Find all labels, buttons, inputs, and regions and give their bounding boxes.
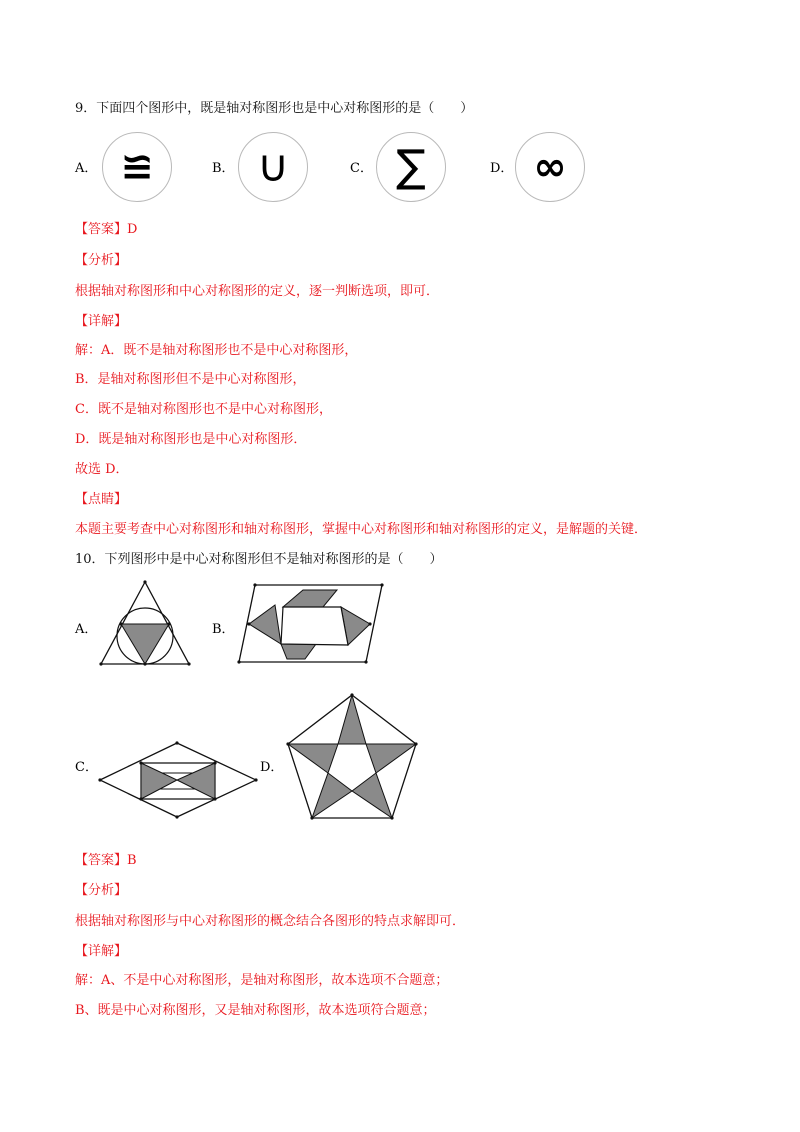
answer-tag: 【答案】 [75, 853, 128, 868]
pentagon-star-figure-icon [285, 692, 419, 822]
q10-stem: 10．下列图形中是中心对称图形但不是轴对称图形的是（ ） [75, 552, 443, 567]
parallelogram-figure-icon [235, 582, 387, 666]
q9-detail-line: 解：A．既不是轴对称图形也不是中心对称图形， [75, 343, 358, 358]
q10-option-d-label: D． [260, 760, 284, 775]
q9-detail-line: C．既不是轴对称图形也不是中心对称图形， [75, 402, 332, 417]
infinity-symbol-icon: ∞ [533, 144, 567, 190]
q10-option-a-label: A． [75, 622, 98, 637]
q9-detail-tag: 【详解】 [75, 314, 128, 329]
q9-comment: 本题主要考查中心对称图形和轴对称图形，掌握中心对称图形和轴对称图形的定义，是解题的关键． [75, 522, 648, 537]
q10-detail-line: B、既是中心对称图形，又是轴对称图形，故本选项符合题意； [75, 1003, 436, 1018]
q10-option-b-label: B． [212, 622, 235, 637]
answer-value: B [127, 853, 137, 868]
q10-option-c-label: C． [75, 760, 98, 775]
q9-detail-line: D．既是轴对称图形也是中心对称图形． [75, 432, 307, 447]
union-symbol-icon: ∪ [256, 141, 290, 192]
q10-detail-line: 解：A、不是中心对称图形，是轴对称图形，故本选项不合题意； [75, 973, 449, 988]
sigma-symbol-icon: ∑ [396, 141, 426, 192]
q9-option-b-label: B． [212, 161, 235, 176]
q10-answer [75, 852, 137, 870]
q10-analysis: 根据轴对称图形与中心对称图形的概念结合各图形的特点求解即可． [75, 914, 466, 929]
answer-value: D [127, 222, 138, 237]
q10-analysis-tag: 【分析】 [75, 883, 128, 898]
q9-option-d-circle [515, 132, 585, 202]
q10-detail-tag: 【详解】 [75, 944, 128, 959]
q9-detail-line: B．是轴对称图形但不是中心对称图形， [75, 372, 306, 387]
q9-detail-line: 故选 D． [75, 462, 129, 477]
q9-option-a-label: A． [75, 161, 98, 176]
rhombus-bowtie-figure-icon [97, 740, 259, 822]
q9-option-a-circle [102, 132, 172, 202]
q9-option-b-circle [238, 132, 308, 202]
congruence-symbol-icon: ≌ [120, 144, 154, 190]
q9-stem: 9．下面四个图形中，既是轴对称图形也是中心对称图形的是（ ） [75, 101, 474, 116]
q9-option-c-label: C． [350, 161, 373, 176]
q9-analysis: 根据轴对称图形和中心对称图形的定义，逐一判断选项，即可． [75, 284, 440, 299]
q9-analysis-tag: 【分析】 [75, 253, 128, 268]
triangle-incircle-figure-icon [95, 578, 195, 670]
q9-answer [75, 221, 137, 239]
q9-option-d-label: D． [490, 161, 514, 176]
q9-comment-tag: 【点睛】 [75, 492, 128, 507]
answer-tag: 【答案】 [75, 222, 128, 237]
q9-option-c-circle [376, 132, 446, 202]
